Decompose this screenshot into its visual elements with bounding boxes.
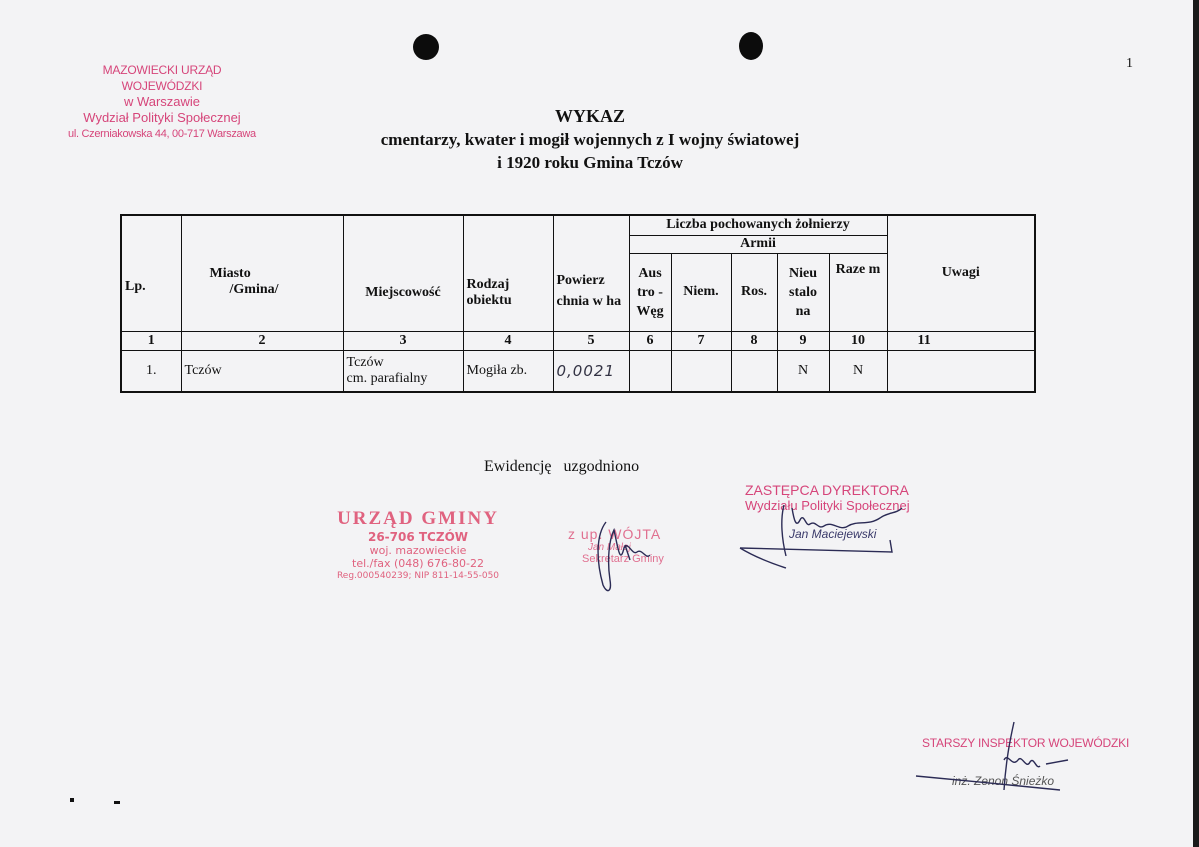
document-subtitle-2: i 1920 roku Gmina Tczów [497, 153, 683, 172]
column-number: 4 [463, 331, 553, 350]
column-number: 5 [553, 331, 629, 350]
issuer-stamp-line3: Wydział Polityki Społecznej [83, 110, 241, 125]
header-rodzaj: Rodzaj obiektu [463, 215, 553, 331]
header-niem: Niem. [671, 253, 731, 331]
column-number: 3 [343, 331, 463, 350]
column-number: 8 [731, 331, 777, 350]
header-powierzchnia: Powierz chnia w ha [553, 215, 629, 331]
director-stamp-name: Jan Maciejewski [789, 527, 877, 541]
issuer-stamp-line1: MAZOWIECKI URZĄD WOJEWÓDZKI [102, 63, 222, 93]
director-stamp-line1: ZASTĘPCA DYREKTORA [745, 482, 909, 498]
column-number: 6 [629, 331, 671, 350]
wojt-signature [598, 522, 650, 591]
gmina-stamp-line5: Reg.000540239; NIP 811-14-55-050 [336, 571, 500, 581]
gmina-stamp-line1: URZĄD GMINY [337, 508, 499, 529]
wojt-stamp-line3: Sekretarz Gminy [582, 553, 664, 565]
page-number: 1 [1126, 56, 1133, 71]
header-miasto-label: Miasto [209, 266, 251, 282]
cell-nieustalona: N [777, 350, 829, 392]
cell-razem: N [829, 350, 887, 392]
header-razem: Raze m [829, 253, 887, 331]
column-number: 2 [181, 331, 343, 350]
cell-miejscowosc-line1: Tczów [346, 354, 384, 370]
cell-miejscowosc-line2: cm. parafialny [346, 370, 428, 386]
gmina-stamp-line2: 26-706 TCZÓW [367, 530, 469, 544]
header-austro: Aus tro - Węg [629, 253, 671, 331]
gmina-stamp-line4: tel./fax (048) 676-80-22 [352, 557, 484, 570]
document-subtitle-1: cmentarzy, kwater i mogił wojennych z I wojny światowej [380, 130, 800, 149]
agreement-text: Ewidencję uzgodniono [484, 458, 640, 475]
column-number: 1 [121, 331, 181, 350]
wojt-stamp-line1: z up. WÓJTA [568, 526, 662, 542]
header-ros: Ros. [731, 253, 777, 331]
issuer-stamp-line4: ul. Czerniakowska 44, 00-717 Warszawa [68, 128, 256, 140]
document-title: WYKAZ [554, 106, 625, 126]
header-liczba: Liczba pochowanych żołnierzy [629, 215, 887, 235]
director-stamp-line2: Wydziału Polityki Społecznej [745, 498, 910, 513]
inspector-signature [916, 722, 1068, 790]
header-uwagi: Uwagi [887, 215, 1035, 331]
header-lp: Lp. [121, 215, 181, 331]
director-signature [740, 505, 902, 568]
column-number: 11 [887, 331, 1035, 350]
header-gmina-label: /Gmina/ [229, 282, 279, 298]
column-number: 9 [777, 331, 829, 350]
header-nieustalona: Nieu stalo na [777, 253, 829, 331]
cell-lp: 1. [121, 350, 181, 392]
column-number: 10 [829, 331, 887, 350]
gmina-stamp-line3: woj. mazowieckie [369, 544, 467, 557]
wojt-stamp-line2: Jan Małej [588, 542, 631, 553]
cell-powierzchnia: 0,0021 [553, 350, 629, 392]
issuer-stamp-line2: w Warszawie [123, 94, 201, 109]
cell-miasto: Tczów [181, 350, 343, 392]
margin-marks [70, 798, 120, 804]
inspector-stamp-name: inż. Zenon Śnieżko [952, 774, 1055, 788]
header-miejscowosc: Miejscowość [343, 215, 463, 331]
header-armii: Armii [629, 235, 887, 253]
column-number: 7 [671, 331, 731, 350]
inspector-stamp-line1: STARSZY INSPEKTOR WOJEWÓDZKI [922, 736, 1130, 750]
cell-rodzaj: Mogiła zb. [463, 350, 553, 392]
